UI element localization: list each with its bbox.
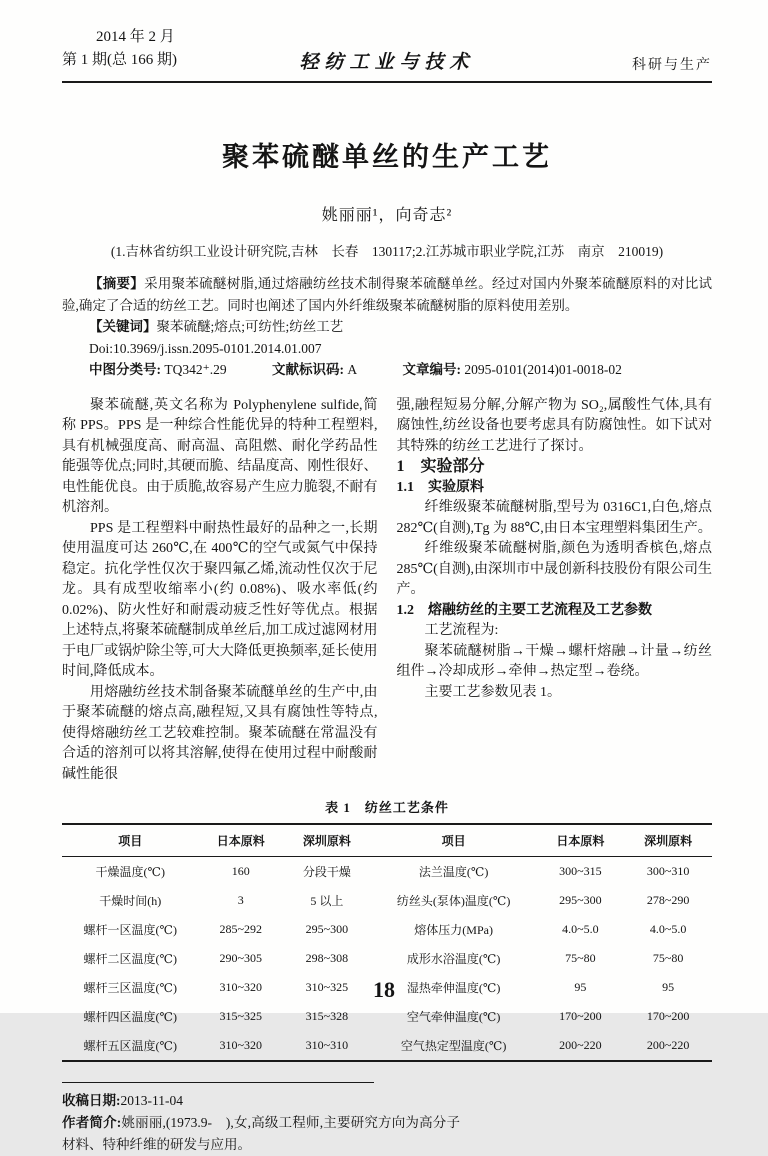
param-name-cell: 干燥温度(℃) — [95, 865, 165, 879]
table-row — [62, 944, 712, 973]
article-id-value: 2095-0101(2014)01-0018-02 — [464, 362, 622, 377]
body-paragraph: 强,融程短易分解,分解产物为 SO₂,属酸性气体,具有腐蚀性,纺丝设备也要考虑具有防腐蚀性。如下试对其特殊的纺丝工艺进行了探讨。 — [396, 397, 712, 454]
clc-label: 中图分类号: — [89, 362, 165, 377]
author-bio-text: 姚丽丽,(1973.9- ),女,高级工程师,主要研究方向为高分子材料、特种纤维的研发与应用。 — [62, 1115, 460, 1152]
classification-line — [62, 359, 712, 381]
abstract — [62, 273, 712, 316]
param-value-cell: 278~290 — [646, 893, 690, 907]
param-value-cell: 75~80 — [565, 951, 596, 965]
param-value-cell: 200~220 — [646, 1038, 690, 1052]
table-row — [62, 1031, 712, 1061]
clc-item — [89, 362, 227, 377]
spinning-conditions-table — [62, 823, 712, 1062]
table-body — [62, 857, 712, 1062]
table-header-cell: 日本原料 — [537, 824, 625, 857]
footnote-text — [62, 1090, 460, 1156]
param-value-cell: 95 — [574, 980, 587, 994]
author-bio-label: 作者简介: — [62, 1115, 122, 1130]
doi-line: Doi:10.3969/j.issn.2095-0101.2014.01.007 — [89, 340, 322, 356]
article-title: 聚苯硫醚单丝的生产工艺 — [222, 142, 552, 172]
param-name-cell: 法兰温度(℃) — [418, 865, 489, 879]
received-date-label: 收稿日期: — [62, 1093, 121, 1108]
table-row — [62, 886, 712, 915]
doc-code-item — [272, 362, 357, 377]
param-name-cell: 空气牵伸温度(℃) — [406, 1010, 501, 1024]
process-flow-paragraph: 聚苯硫醚树脂→干燥→螺杆熔融→计量→纺丝组件→冷却成形→牵伸→热定型→卷绕。 — [396, 643, 712, 679]
left-column — [62, 396, 378, 786]
body-paragraph: 纤维级聚苯硫醚树脂,颜色为透明香槟色,熔点 285℃(自测),由深圳市中晟创新科技股份有限公司生产。 — [396, 541, 712, 597]
keywords-label: 【关键词】 — [89, 319, 157, 334]
table-caption: 表 1 纺丝工艺条件 — [325, 800, 449, 815]
article-id-label: 文章编号: — [402, 362, 465, 377]
right-column — [397, 396, 713, 786]
table-header-cell: 项目 — [62, 824, 199, 857]
param-name-cell: 熔体压力(MPa) — [414, 923, 493, 937]
param-value-cell: 285~292 — [219, 922, 262, 936]
keywords-text: 聚苯硫醚;熔点;可纺性;纺丝工艺 — [156, 319, 344, 334]
body-paragraph: 纤维级聚苯硫醚树脂,型号为 0316C1,白色,熔点 282℃(自测),Tg 为 88℃,由日本宝理塑料集团生产。 — [396, 500, 712, 536]
received-date-value: 2013-11-04 — [120, 1093, 183, 1108]
param-value-cell: 170~200 — [559, 1009, 602, 1023]
doc-code-label: 文献标识码: — [272, 362, 348, 377]
doc-code-value: A — [347, 362, 358, 377]
param-name-cell: 湿热牵伸温度(℃) — [406, 981, 501, 995]
journal-column-label: 科研与生产 — [632, 58, 712, 73]
param-value-cell: 298~308 — [305, 951, 349, 965]
article-affiliation: (1.吉林省纺织工业设计研究院,吉林 长春 130117;2.江苏城市职业学院,江苏 南京 210019) — [110, 244, 664, 259]
issue-date: 2014 年 2 月 — [96, 29, 175, 45]
footnote-divider — [62, 1082, 374, 1083]
journal-name: 轻纺工业与技术 — [299, 52, 475, 73]
param-value-cell: 300~315 — [559, 864, 602, 878]
param-value-cell: 4.0~5.0 — [562, 922, 599, 936]
journal-header — [62, 26, 712, 83]
param-value-cell: 5 以上 — [310, 894, 344, 908]
table-row — [62, 1002, 712, 1031]
section-heading-1: 1 实验部分 — [396, 458, 485, 475]
table-header-cell: 深圳原料 — [624, 824, 712, 857]
section-heading-1-2: 1.2 熔融纺丝的主要工艺流程及工艺参数 — [396, 602, 652, 618]
param-name-cell: 干燥时间(h) — [99, 894, 162, 908]
param-name-cell: 螺杆二区温度(℃) — [83, 952, 177, 966]
param-value-cell: 310~320 — [219, 1038, 262, 1052]
table-header-cell: 项目 — [371, 824, 537, 857]
param-name-cell: 螺杆四区温度(℃) — [83, 1010, 177, 1024]
param-value-cell: 310~320 — [219, 980, 262, 994]
param-value-cell: 75~80 — [652, 951, 684, 965]
received-date-line — [62, 1090, 460, 1112]
param-value-cell: 315~328 — [305, 1009, 349, 1023]
param-name-cell: 螺杆五区温度(℃) — [83, 1039, 177, 1053]
body-columns — [62, 396, 712, 786]
param-value-cell: 290~305 — [219, 951, 262, 965]
body-paragraph: 主要工艺参数见表 1。 — [424, 684, 561, 700]
abstract-label: 【摘要】 — [89, 276, 145, 291]
param-name-cell: 螺杆一区温度(℃) — [83, 923, 177, 937]
table-header-cell: 深圳原料 — [283, 824, 371, 857]
param-value-cell: 295~300 — [559, 893, 602, 907]
article-authors: 姚丽丽¹，向奇志² — [321, 207, 453, 224]
param-value-cell: 160 — [231, 864, 250, 878]
table-row — [62, 915, 712, 944]
param-name-cell: 纺丝头(泵体)温度(℃) — [396, 894, 511, 908]
param-value-cell: 315~325 — [219, 1009, 262, 1023]
table-header-cell: 日本原料 — [199, 824, 284, 857]
body-paragraph: PPS 是工程塑料中耐热性最好的品种之一,长期使用温度可达 260℃,在 400℃的空气或氮气中保持稳定。抗化学性仅次于聚四氟乙烯,流动性仅次于尼龙。具有成型收缩率小(约 0.08%)、吸水率低(约 0.02%)、防火性好和耐震动疲乏性好等优点。根据上述特点,将聚苯硫醚制成单丝后,加工成过滤网材用于电厂或锅炉除尘等,可大大降低更换频率,延长使用时间,降低成本。 — [62, 520, 378, 679]
param-value-cell: 295~300 — [305, 922, 349, 936]
param-value-cell: 300~310 — [646, 864, 690, 878]
param-name-cell: 螺杆三区温度(℃) — [83, 981, 177, 995]
param-value-cell: 95 — [662, 980, 675, 994]
article-meta — [62, 273, 712, 381]
footnote — [62, 1082, 712, 1156]
param-name-cell: 成形水浴温度(℃) — [406, 952, 501, 966]
param-value-cell: 分段干燥 — [302, 865, 351, 879]
param-value-cell: 3 — [237, 893, 244, 907]
page-number: 18 — [373, 977, 395, 1002]
param-value-cell: 200~220 — [559, 1038, 602, 1052]
body-paragraph: 聚苯硫醚,英文名称为 Polyphenylene sulfide,简称 PPS。PPS 是一种综合性能优异的特种工程塑料,具有机械强度高、耐高温、高阻燃、耐化学药品性能强等优点;同时,其硬而脆、结晶度高、刚性很好、电性能优良。由于质脆,故容易产生应力脆裂,不耐有机溶剂。 — [62, 397, 378, 515]
param-value-cell: 4.0~5.0 — [649, 922, 687, 936]
article-id-item — [403, 362, 622, 377]
param-value-cell: 310~325 — [305, 980, 349, 994]
keywords — [62, 316, 712, 338]
abstract-text: 采用聚苯硫醚树脂,通过熔融纺丝技术制得聚苯硫醚单丝。经过对国内外聚苯硫醚原料的对比试验,确定了合适的纺丝工艺。同时也阐述了国内外纤维级聚苯硫醚树脂的原料使用差别。 — [62, 276, 712, 313]
author-bio-line — [62, 1112, 460, 1156]
param-name-cell: 空气热定型温度(℃) — [400, 1039, 507, 1053]
section-heading-1-1: 1.1 实验原料 — [396, 479, 484, 495]
param-value-cell: 310~310 — [305, 1038, 349, 1052]
body-paragraph: 用熔融纺丝技术制备聚苯硫醚单丝的生产中,由于聚苯硫醚的熔点高,融程短,又具有腐蚀性等特点,使得熔融纺丝工艺较难控制。聚苯硫醚在常温没有合适的溶剂可以将其溶解,使得在使用过程中耐酸耐碱性能很 — [62, 684, 378, 782]
param-value-cell: 170~200 — [646, 1009, 690, 1023]
table-header-row — [62, 824, 712, 857]
table-section — [62, 797, 712, 1062]
table-row — [62, 857, 712, 887]
issue-number: 第 1 期(总 166 期) — [62, 52, 177, 68]
clc-value: TQ342⁺.29 — [164, 362, 227, 377]
body-paragraph: 工艺流程为: — [424, 623, 499, 638]
